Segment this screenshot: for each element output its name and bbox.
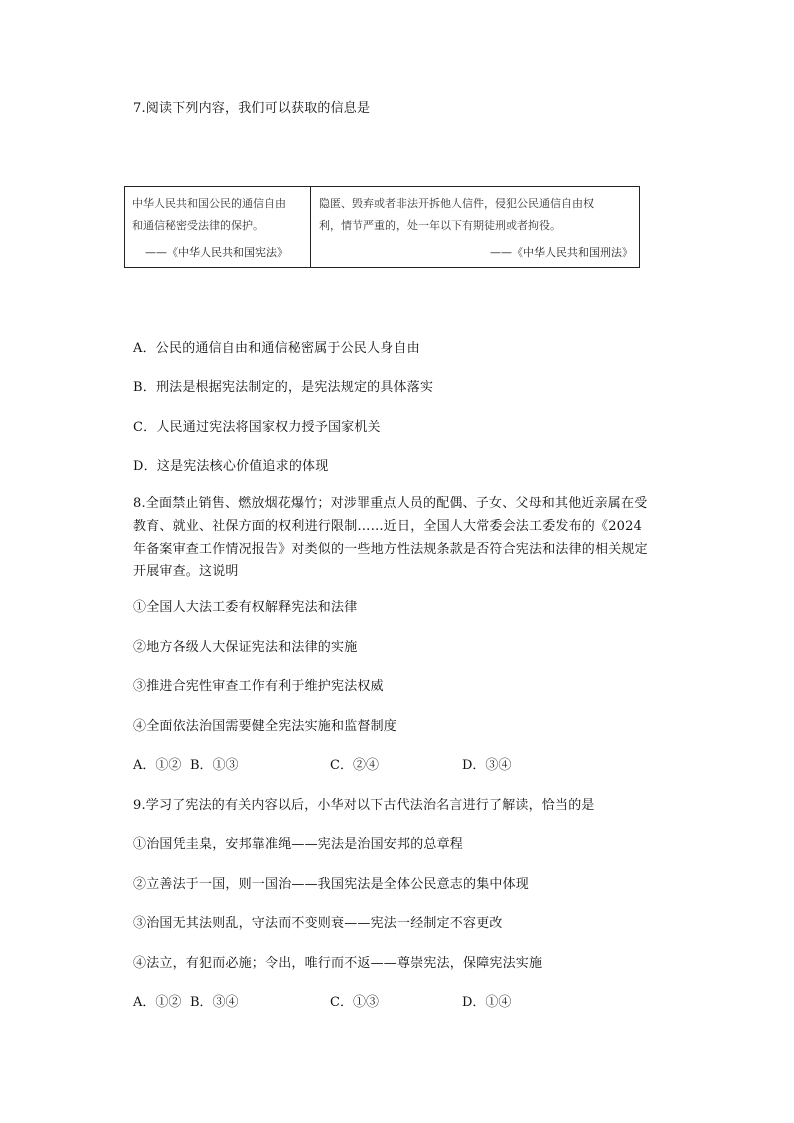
q9-statement-4: ④法立，有犯而必施；令出，唯行而不返——尊崇宪法，保障宪法实施 (133, 956, 543, 971)
excerpt-line: 隐匿、毁弃或者非法开拆他人信件，侵犯公民通信自由权 (319, 197, 594, 210)
q7-stem: 7.阅读下列内容，我们可以获取的信息是 (133, 101, 371, 116)
q7-option-a: A．公民的通信自由和通信秘密属于公民人身自由 (133, 341, 420, 356)
excerpt-line: 和通信秘密受法律的保护。 (132, 219, 264, 232)
criminal-law-excerpt (311, 187, 639, 267)
q9-choice-b: B．③④ (190, 995, 239, 1010)
q9-stem: 9.学习了宪法的有关内容以后，小华对以下古代法治名言进行了解读，恰当的是 (133, 798, 595, 813)
q8-stem-line: 开展审查。这说明 (133, 564, 239, 579)
q8-choice-d: D．③④ (462, 758, 512, 773)
q8-stem-line: 教育、就业、社保方面的权利进行限制……近日，全国人大常委会法工委发布的《2024 (133, 519, 643, 534)
excerpt-line: 中华人民共和国公民的通信自由 (132, 197, 286, 210)
q7-option-d: D．这是宪法核心价值追求的体现 (133, 459, 329, 474)
q8-statement-4: ④全面依法治国需要健全宪法实施和监督制度 (133, 719, 398, 734)
q8-stem-line: 年备案审查工作情况报告》对类似的一些地方性法规条款是否符合宪法和法律的相关规定 (133, 542, 648, 557)
excerpt-source: ——《中华人民共和国刑法》 (490, 246, 633, 259)
q9-choice-d: D．①④ (462, 995, 512, 1010)
q8-statement-1: ①全国人大法工委有权解释宪法和法律 (133, 600, 358, 615)
q8-choice-a: A．①② (133, 758, 182, 773)
q8-choice-c: C．②④ (330, 758, 379, 773)
q7-option-b: B．刑法是根据宪法制定的，是宪法规定的具体落实 (133, 380, 434, 395)
q7-option-c: C．人民通过宪法将国家权力授予国家机关 (133, 420, 381, 435)
q8-statement-3: ③推进合宪性审查工作有利于维护宪法权威 (133, 679, 384, 694)
q9-statement-1: ①治国凭圭臬，安邦靠准绳——宪法是治国安邦的总章程 (133, 837, 464, 852)
excerpt-source: ——《中华人民共和国宪法》 (145, 246, 288, 259)
q8-statement-2: ②地方各级人大保证宪法和法律的实施 (133, 640, 358, 655)
q9-choice-a: A．①② (133, 995, 182, 1010)
q9-statement-2: ②立善法于一国，则一国治——我国宪法是全体公民意志的集中体现 (133, 877, 530, 892)
q8-choice-b: B．①③ (190, 758, 239, 773)
excerpt-line: 利，情节严重的，处一年以下有期徒刑或者拘役。 (319, 219, 561, 232)
q8-stem-line: 8.全面禁止销售、燃放烟花爆竹；对涉罪重点人员的配偶、子女、父母和其他近亲属在受 (133, 496, 648, 511)
law-excerpt-table (124, 186, 640, 268)
q9-statement-3: ③治国无其法则乱，守法而不变则衰——宪法一经制定不容更改 (133, 916, 503, 931)
constitution-excerpt (125, 187, 311, 267)
q9-choice-c: C．①③ (330, 995, 379, 1010)
